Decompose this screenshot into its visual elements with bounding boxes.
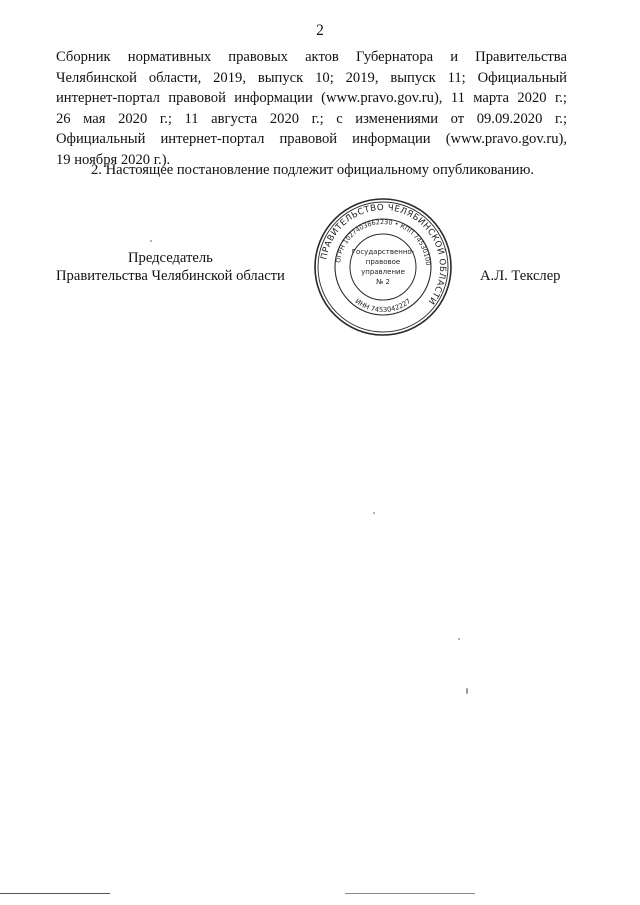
- scan-edge-line: [0, 893, 110, 894]
- paragraph-line: 19 ноября 2020 г.).: [56, 151, 171, 168]
- page-number: 2: [316, 22, 324, 39]
- paragraph-line: Челябинской области, 2019, выпуск 10; 2019, выпуск 11; Официальный: [56, 69, 567, 86]
- seal-center-line: правовое: [365, 258, 401, 266]
- seal-center-line: Государственно-: [351, 248, 415, 256]
- scan-speck: [373, 512, 375, 514]
- signatory-name: А.Л. Текслер: [480, 268, 561, 284]
- scan-speck: [466, 688, 468, 694]
- seal-center-line: управление: [361, 268, 405, 276]
- signatory-position: Председатель: [128, 250, 213, 266]
- official-seal: [312, 196, 454, 338]
- scan-edge-line: [345, 893, 475, 894]
- sources-paragraph: [56, 47, 567, 171]
- signatory-organization: Правительства Челябинской области: [56, 268, 285, 284]
- seal-outer-text: ПРАВИТЕЛЬСТВО ЧЕЛЯБИНСКОЙ ОБЛАСТИ: [319, 202, 448, 307]
- scan-speck: [150, 240, 152, 242]
- seal-registration-text: ОГРН 1027403862230 • КПП 74530100: [334, 217, 433, 266]
- scan-speck: [458, 638, 460, 640]
- publication-clause: 2. Настоящее постановление подлежит официальному опубликованию.: [91, 162, 535, 178]
- seal-center-line: № 2: [376, 278, 390, 286]
- seal-tax-id: ИНН 7453042227: [353, 297, 413, 315]
- paragraph-line: интернет-портал правовой информации (www.pravo.gov.ru), 11 марта 2020 г.;: [56, 90, 567, 107]
- paragraph-line: 26 мая 2020 г.; 11 августа 2020 г.; с изменениями от 09.09.2020 г.;: [56, 110, 567, 127]
- paragraph-line: Сборник нормативных правовых актов Губернатора и Правительства: [56, 49, 567, 65]
- paragraph-line: Официальный интернет-портал правовой информации (www.pravo.gov.ru),: [56, 131, 567, 148]
